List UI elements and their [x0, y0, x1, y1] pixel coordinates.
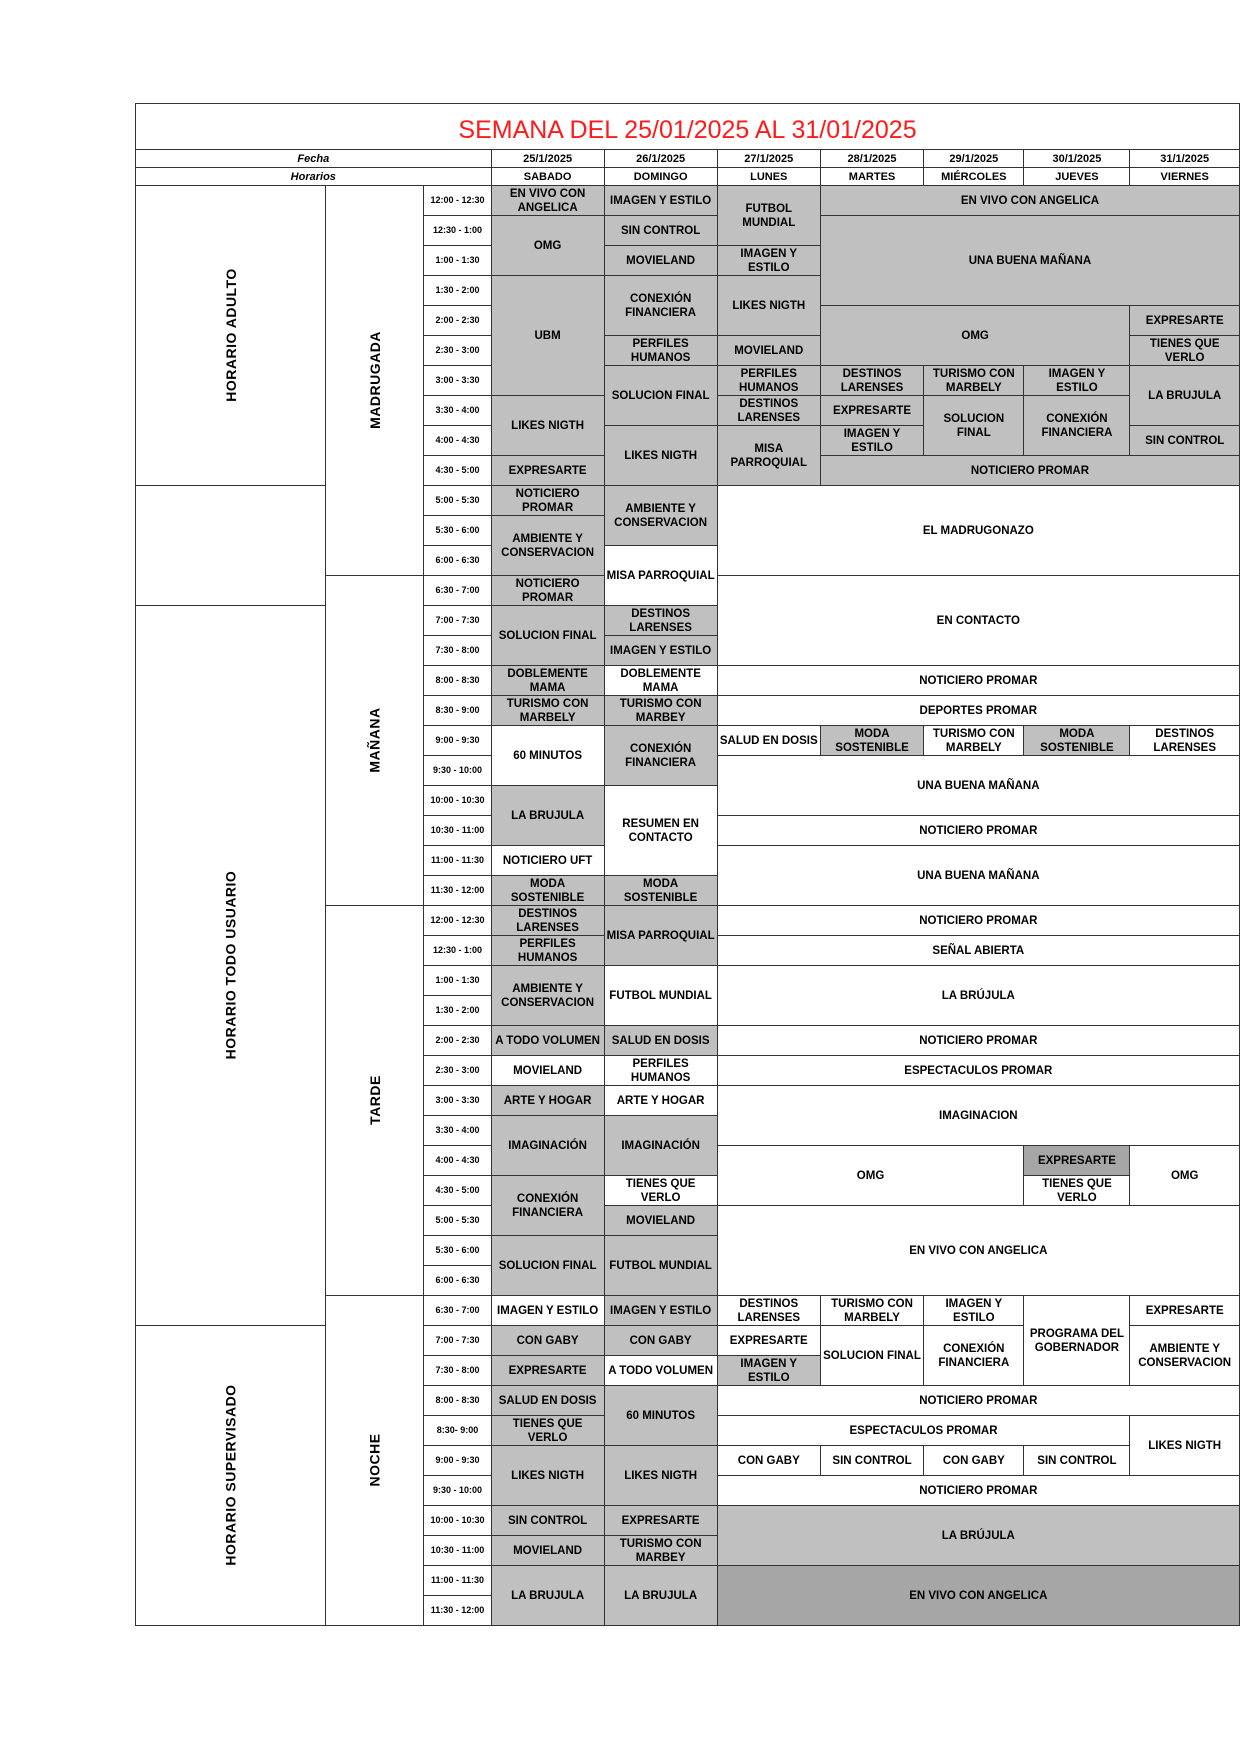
program-cell: EXPRESARTE: [1024, 1146, 1130, 1176]
program-cell: 60 MINUTOS: [604, 1386, 717, 1446]
time-slot: 3:30 - 4:00: [424, 1116, 491, 1146]
program-cell: LIKES NIGTH: [604, 426, 717, 486]
program-cell: EN VIVO CON ANGELICA: [820, 186, 1239, 216]
time-slot: 8:30- 9:00: [424, 1416, 491, 1446]
program-cell: DOBLEMENTE MAMA: [491, 666, 604, 696]
time-slot: 10:30 - 11:00: [424, 1536, 491, 1566]
time-slot: 9:00 - 9:30: [424, 1446, 491, 1476]
program-cell: RESUMEN EN CONTACTO: [604, 786, 717, 876]
time-slot: 12:00 - 12:30: [424, 186, 491, 216]
period-label-noche: NOCHE: [325, 1296, 424, 1626]
program-cell: NOTICIERO PROMAR: [717, 816, 1239, 846]
time-slot: 10:00 - 10:30: [424, 1506, 491, 1536]
program-cell: DESTINOS LARENSES: [820, 366, 923, 396]
program-cell: CON GABY: [924, 1446, 1024, 1476]
time-slot: 2:00 - 2:30: [424, 306, 491, 336]
program-cell: EXPRESARTE: [491, 1356, 604, 1386]
day-header: MIÉRCOLES: [924, 168, 1024, 186]
program-cell: NOTICIERO PROMAR: [717, 666, 1239, 696]
program-cell: NOTICIERO PROMAR: [717, 1476, 1239, 1506]
program-cell: ARTE Y HOGAR: [604, 1086, 717, 1116]
program-cell: LA BRUJULA: [604, 1566, 717, 1626]
time-slot: 3:30 - 4:00: [424, 396, 491, 426]
program-cell: IMAGEN Y ESTILO: [717, 246, 820, 276]
program-cell: TIENES QUE VERLO: [1024, 1176, 1130, 1206]
program-cell: TURISMO CON MARBELY: [924, 366, 1024, 396]
time-slot: 2:30 - 3:00: [424, 1056, 491, 1086]
program-cell: OMG: [717, 1146, 1024, 1206]
program-cell: MOVIELAND: [604, 246, 717, 276]
time-slot: 7:00 - 7:30: [424, 606, 491, 636]
program-cell: CONEXIÓN FINANCIERA: [604, 726, 717, 786]
program-cell: EN VIVO CON ANGELICA: [717, 1206, 1239, 1296]
program-cell: SOLUCION FINAL: [491, 1236, 604, 1296]
program-cell: DESTINOS LARENSES: [491, 906, 604, 936]
program-cell: A TODO VOLUMEN: [604, 1356, 717, 1386]
program-cell: SALUD EN DOSIS: [604, 1026, 717, 1056]
time-slot: 6:00 - 6:30: [424, 546, 491, 576]
program-cell: DESTINOS LARENSES: [717, 396, 820, 426]
date-header: 29/1/2025: [924, 150, 1024, 168]
day-header: DOMINGO: [604, 168, 717, 186]
time-slot: 4:00 - 4:30: [424, 1146, 491, 1176]
program-cell: PERFILES HUMANOS: [717, 366, 820, 396]
program-cell: NOTICIERO PROMAR: [717, 1386, 1239, 1416]
program-cell: SOLUCION FINAL: [604, 366, 717, 426]
program-cell: TIENES QUE VERLO: [604, 1176, 717, 1206]
program-cell: LIKES NIGTH: [604, 1446, 717, 1506]
program-cell: PERFILES HUMANOS: [491, 936, 604, 966]
time-slot: 5:30 - 6:00: [424, 1236, 491, 1266]
program-cell: SOLUCION FINAL: [924, 396, 1024, 456]
page-title: SEMANA DEL 25/01/2025 AL 31/01/2025: [136, 104, 1240, 150]
group-label-todo-usuario: HORARIO TODO USUARIO: [136, 606, 326, 1326]
program-cell: CON GABY: [604, 1326, 717, 1356]
program-cell: A TODO VOLUMEN: [491, 1026, 604, 1056]
program-cell: EXPRESARTE: [717, 1326, 820, 1356]
program-cell: NOTICIERO PROMAR: [491, 486, 604, 516]
program-cell: IMAGINACIÓN: [491, 1116, 604, 1176]
program-cell: EL MADRUGONAZO: [717, 486, 1239, 576]
program-cell: CONEXIÓN FINANCIERA: [491, 1176, 604, 1236]
program-cell: SIN CONTROL: [604, 216, 717, 246]
time-slot: 3:00 - 3:30: [424, 1086, 491, 1116]
program-cell: OMG: [1130, 1146, 1240, 1206]
program-cell: LIKES NIGTH: [491, 396, 604, 456]
period-label-madrugada: MADRUGADA: [325, 186, 424, 576]
day-header: VIERNES: [1130, 168, 1240, 186]
program-cell: TURISMO CON MARBELY: [820, 1296, 923, 1326]
program-cell: IMAGEN Y ESTILO: [604, 1296, 717, 1326]
time-slot: 11:30 - 12:00: [424, 876, 491, 906]
group-label-adulto: HORARIO ADULTO: [136, 186, 326, 486]
program-cell: IMAGINACIÓN: [604, 1116, 717, 1176]
program-cell: MOVIELAND: [491, 1536, 604, 1566]
program-cell: DESTINOS LARENSES: [1130, 726, 1240, 756]
program-cell: TURISMO CON MARBELY: [924, 726, 1024, 756]
program-cell: OMG: [491, 216, 604, 276]
program-cell: CON GABY: [717, 1446, 820, 1476]
period-label-manana: MAÑANA: [325, 576, 424, 906]
program-cell: NOTICIERO PROMAR: [491, 576, 604, 606]
program-cell: LIKES NIGTH: [1130, 1416, 1240, 1476]
group-label-blank: [136, 486, 326, 606]
program-cell: LA BRUJULA: [491, 1566, 604, 1626]
program-cell: MOVIELAND: [717, 336, 820, 366]
time-slot: 11:30 - 12:00: [424, 1596, 491, 1626]
program-cell: UBM: [491, 276, 604, 396]
program-cell: LA BRUJULA: [1130, 366, 1240, 426]
time-slot: 3:00 - 3:30: [424, 366, 491, 396]
program-cell: MISA PARROQUIAL: [717, 426, 820, 486]
program-cell: UNA BUENA MAÑANA: [717, 756, 1239, 816]
time-slot: 11:00 - 11:30: [424, 846, 491, 876]
program-cell: IMAGEN Y ESTILO: [491, 1296, 604, 1326]
horarios-label: Horarios: [136, 168, 492, 186]
program-cell: TIENES QUE VERLO: [1130, 336, 1240, 366]
period-label-tarde: TARDE: [325, 906, 424, 1296]
time-slot: 9:00 - 9:30: [424, 726, 491, 756]
program-cell: MODA SOSTENIBLE: [820, 726, 923, 756]
program-cell: AMBIENTE Y CONSERVACION: [491, 516, 604, 576]
program-cell: ESPECTACULOS PROMAR: [717, 1416, 1130, 1446]
program-cell: LIKES NIGTH: [491, 1446, 604, 1506]
program-cell: FUTBOL MUNDIAL: [604, 966, 717, 1026]
program-cell: IMAGEN Y ESTILO: [717, 1356, 820, 1386]
program-cell: TIENES QUE VERLO: [491, 1416, 604, 1446]
program-cell: LIKES NIGTH: [717, 276, 820, 336]
weekly-schedule-table: [135, 103, 1240, 1626]
date-header: 31/1/2025: [1130, 150, 1240, 168]
time-slot: 12:30 - 1:00: [424, 216, 491, 246]
program-cell: SEÑAL ABIERTA: [717, 936, 1239, 966]
time-slot: 1:00 - 1:30: [424, 966, 491, 996]
program-cell: LA BRUJULA: [491, 786, 604, 846]
program-cell: LA BRÚJULA: [717, 1506, 1239, 1566]
program-cell: IMAGEN Y ESTILO: [1024, 366, 1130, 396]
program-cell: SIN CONTROL: [1024, 1446, 1130, 1476]
program-cell: EXPRESARTE: [1130, 306, 1240, 336]
time-slot: 7:30 - 8:00: [424, 636, 491, 666]
program-cell: UNA BUENA MAÑANA: [820, 216, 1239, 306]
program-cell: SIN CONTROL: [1130, 426, 1240, 456]
program-cell: AMBIENTE Y CONSERVACION: [491, 966, 604, 1026]
time-slot: 5:00 - 5:30: [424, 486, 491, 516]
time-slot: 9:30 - 10:00: [424, 756, 491, 786]
time-slot: 8:00 - 8:30: [424, 1386, 491, 1416]
time-slot: 8:30 - 9:00: [424, 696, 491, 726]
program-cell: DOBLEMENTE MAMA: [604, 666, 717, 696]
program-cell: CONEXIÓN FINANCIERA: [1024, 396, 1130, 456]
program-cell: IMAGEN Y ESTILO: [604, 636, 717, 666]
program-cell: MODA SOSTENIBLE: [491, 876, 604, 906]
program-cell: MOVIELAND: [604, 1206, 717, 1236]
time-slot: 6:30 - 7:00: [424, 1296, 491, 1326]
time-slot: 7:30 - 8:00: [424, 1356, 491, 1386]
program-cell: ESPECTACULOS PROMAR: [717, 1056, 1239, 1086]
time-slot: 2:00 - 2:30: [424, 1026, 491, 1056]
date-header: 27/1/2025: [717, 150, 820, 168]
program-cell: EXPRESARTE: [491, 456, 604, 486]
day-header: LUNES: [717, 168, 820, 186]
program-cell: IMAGEN Y ESTILO: [820, 426, 923, 456]
program-cell: DESTINOS LARENSES: [717, 1296, 820, 1326]
program-cell: MOVIELAND: [491, 1056, 604, 1086]
program-cell: TURISMO CON MARBEY: [604, 1536, 717, 1566]
program-cell: SOLUCION FINAL: [820, 1326, 923, 1386]
group-label-supervisado: HORARIO SUPERVISADO: [136, 1326, 326, 1626]
time-slot: 10:00 - 10:30: [424, 786, 491, 816]
program-cell: NOTICIERO PROMAR: [820, 456, 1239, 486]
program-cell: SALUD EN DOSIS: [717, 726, 820, 756]
program-cell: FUTBOL MUNDIAL: [717, 186, 820, 246]
program-cell: CON GABY: [491, 1326, 604, 1356]
program-cell: MODA SOSTENIBLE: [1024, 726, 1130, 756]
time-slot: 1:30 - 2:00: [424, 276, 491, 306]
program-cell: AMBIENTE Y CONSERVACION: [604, 486, 717, 546]
date-header: 28/1/2025: [820, 150, 923, 168]
program-cell: SOLUCION FINAL: [491, 606, 604, 666]
day-header: JUEVES: [1024, 168, 1130, 186]
program-cell: NOTICIERO UFT: [491, 846, 604, 876]
time-slot: 11:00 - 11:30: [424, 1566, 491, 1596]
program-cell: EN CONTACTO: [717, 576, 1239, 666]
program-cell: CONEXIÓN FINANCIERA: [604, 276, 717, 336]
program-cell: EXPRESARTE: [1130, 1296, 1240, 1326]
day-header: SABADO: [491, 168, 604, 186]
time-slot: 12:00 - 12:30: [424, 906, 491, 936]
date-header: 30/1/2025: [1024, 150, 1130, 168]
program-cell: PERFILES HUMANOS: [604, 336, 717, 366]
time-slot: 1:30 - 2:00: [424, 996, 491, 1026]
time-slot: 9:30 - 10:00: [424, 1476, 491, 1506]
program-cell: EXPRESARTE: [604, 1506, 717, 1536]
program-cell: TURISMO CON MARBELY: [491, 696, 604, 726]
time-slot: 10:30 - 11:00: [424, 816, 491, 846]
time-slot: 6:30 - 7:00: [424, 576, 491, 606]
program-cell: ARTE Y HOGAR: [491, 1086, 604, 1116]
program-cell: DEPORTES PROMAR: [717, 696, 1239, 726]
time-slot: 4:30 - 5:00: [424, 456, 491, 486]
program-cell: SIN CONTROL: [491, 1506, 604, 1536]
day-header: MARTES: [820, 168, 923, 186]
program-cell: PERFILES HUMANOS: [604, 1056, 717, 1086]
program-cell: SALUD EN DOSIS: [491, 1386, 604, 1416]
time-slot: 8:00 - 8:30: [424, 666, 491, 696]
program-cell: LA BRÚJULA: [717, 966, 1239, 1026]
program-cell: NOTICIERO PROMAR: [717, 906, 1239, 936]
program-cell: SIN CONTROL: [820, 1446, 923, 1476]
time-slot: 4:30 - 5:00: [424, 1176, 491, 1206]
program-cell: OMG: [820, 306, 1130, 366]
program-cell: UNA BUENA MAÑANA: [717, 846, 1239, 906]
fecha-label: Fecha: [136, 150, 492, 168]
program-cell: MODA SOSTENIBLE: [604, 876, 717, 906]
program-cell: CONEXIÓN FINANCIERA: [924, 1326, 1024, 1386]
program-cell: EXPRESARTE: [820, 396, 923, 426]
time-slot: 12:30 - 1:00: [424, 936, 491, 966]
program-cell: EN VIVO CON ANGELICA: [717, 1566, 1239, 1626]
time-slot: 7:00 - 7:30: [424, 1326, 491, 1356]
time-slot: 5:30 - 6:00: [424, 516, 491, 546]
time-slot: 6:00 - 6:30: [424, 1266, 491, 1296]
program-cell: IMAGEN Y ESTILO: [924, 1296, 1024, 1326]
program-cell: TURISMO CON MARBEY: [604, 696, 717, 726]
time-slot: 4:00 - 4:30: [424, 426, 491, 456]
program-cell: AMBIENTE Y CONSERVACION: [1130, 1326, 1240, 1386]
date-header: 25/1/2025: [491, 150, 604, 168]
program-cell: DESTINOS LARENSES: [604, 606, 717, 636]
time-slot: 5:00 - 5:30: [424, 1206, 491, 1236]
program-cell: MISA PARROQUIAL: [604, 546, 717, 606]
time-slot: 2:30 - 3:00: [424, 336, 491, 366]
time-slot: 1:00 - 1:30: [424, 246, 491, 276]
date-header: 26/1/2025: [604, 150, 717, 168]
program-cell: 60 MINUTOS: [491, 726, 604, 786]
program-cell: IMAGINACION: [717, 1086, 1239, 1146]
program-cell: MISA PARROQUIAL: [604, 906, 717, 966]
program-cell: IMAGEN Y ESTILO: [604, 186, 717, 216]
program-cell: FUTBOL MUNDIAL: [604, 1236, 717, 1296]
program-cell: NOTICIERO PROMAR: [717, 1026, 1239, 1056]
program-cell: EN VIVO CON ANGELICA: [491, 186, 604, 216]
program-cell: PROGRAMA DEL GOBERNADOR: [1024, 1296, 1130, 1386]
